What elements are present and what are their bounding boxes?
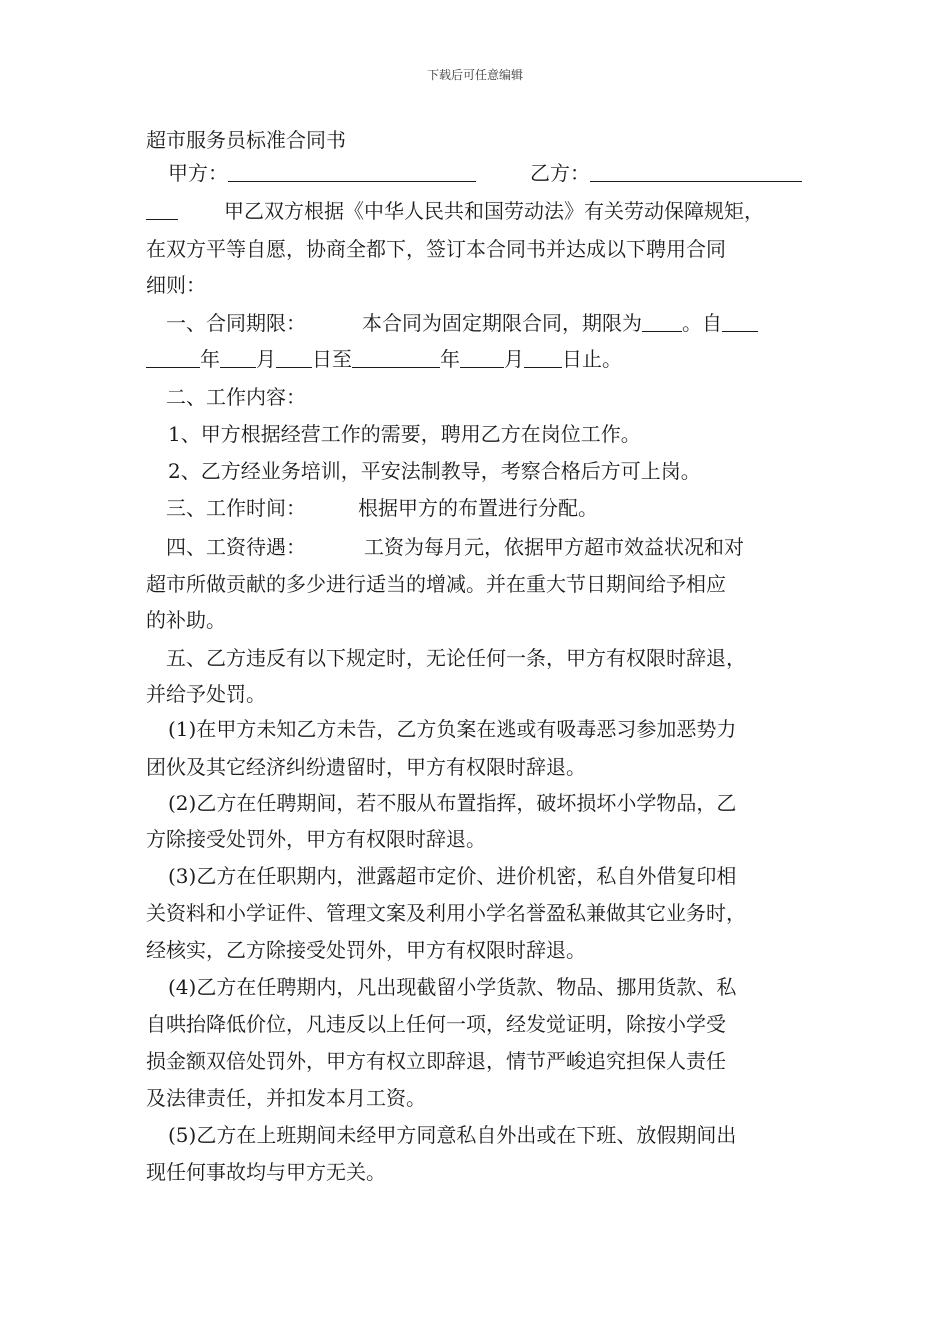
clause-4-line-2: 自哄抬降低价位，凡违反以上任何一项，经发觉证明，除按小学受 <box>146 1012 726 1036</box>
clause-5-line-2: 现任何事故均与甲方无关。 <box>146 1160 386 1184</box>
end-day-blank <box>524 347 562 368</box>
section-1-heading: 一、合同期限： <box>166 311 306 335</box>
section-3-text: 根据甲方的布置进行分配。 <box>358 496 598 520</box>
start-day-blank <box>276 347 312 368</box>
section-3-line <box>166 495 598 521</box>
intro-line-1 <box>146 198 764 224</box>
intro-line-2: 在双方平等自愿，协商全都下，签订本合同书并达成以下聘用合同 <box>146 237 726 261</box>
term-blank <box>642 311 682 332</box>
section-2-heading: 二、工作内容： <box>166 385 306 409</box>
section-4-line-3: 的补助。 <box>146 608 226 632</box>
section-5-line-1: 五、乙方违反有以下规定时，无论任何一条，甲方有权限时辞退， <box>166 646 746 670</box>
clause-3-line-1: (3)乙方在任职期内，泄露超市定价、进价机密，私自外借复印相 <box>168 864 737 888</box>
section-2-item-2: 2、乙方经业务培训，平安法制教导，考察合格后方可上岗。 <box>168 459 701 483</box>
document-title: 超市服务员标准合同书 <box>146 128 346 152</box>
clause-4-line-1: (4)乙方在任聘期内，凡出现截留小学货款、物品、挪用货款、私 <box>168 975 737 999</box>
month-label-2: 月 <box>504 347 524 371</box>
clause-2-line-1: (2)乙方在任聘期间，若不服从布置指挥，破坏损坏小学物品，乙 <box>168 791 737 815</box>
section-2-item-1: 1、甲方根据经营工作的需要，聘用乙方在岗位工作。 <box>168 422 641 446</box>
day-end-label: 日止。 <box>562 347 622 371</box>
end-year-blank <box>352 347 440 368</box>
clause-5-line-1: (5)乙方在上班期间未经甲方同意私自外出或在下班、放假期间出 <box>168 1123 737 1147</box>
start-year-blank <box>722 311 758 332</box>
section-4-heading: 四、工资待遇： <box>166 535 306 559</box>
clause-3-line-3: 经核实，乙方除接受处罚外，甲方有权限时辞退。 <box>146 938 586 962</box>
section-4-line-2: 超市所做贡献的多少进行适当的增减。并在重大节日期间给予相应 <box>146 572 726 596</box>
section-4-line-1 <box>166 534 744 560</box>
year-label-2: 年 <box>440 347 460 371</box>
party-b-blank <box>590 161 802 182</box>
party-b-line <box>530 160 802 186</box>
section-4-text: 工资为每月元，依据甲方超市效益状况和对 <box>364 535 744 559</box>
party-line <box>168 160 476 186</box>
section-1-from: 。自 <box>682 311 722 335</box>
day-to-label: 日至 <box>312 347 352 371</box>
month-label: 月 <box>256 347 276 371</box>
party-b-label: 乙方： <box>530 161 590 185</box>
clause-2-line-2: 方除接受处罚外，甲方有权限时辞退。 <box>146 827 486 851</box>
party-a-blank <box>228 161 476 182</box>
end-month-blank <box>460 347 504 368</box>
party-a-label: 甲方： <box>168 161 228 185</box>
intro-text-1: 甲乙双方根据《中华人民共和国劳动法》有关劳动保障规矩， <box>224 199 764 223</box>
section-1-text: 本合同为固定期限合同，期限为 <box>362 311 642 335</box>
start-month-blank <box>220 347 256 368</box>
clause-4-line-3: 损金额双倍处罚外，甲方有权立即辞退，情节严峻追究担保人责任 <box>146 1049 726 1073</box>
clause-1-line-2: 团伙及其它经济纠纷遗留时，甲方有权限时辞退。 <box>146 755 586 779</box>
section-3-heading: 三、工作时间： <box>166 496 306 520</box>
section-5-line-2: 并给予处罚。 <box>146 682 266 706</box>
section-1-line-2 <box>146 346 622 372</box>
party-b-blank-cont <box>146 199 178 220</box>
clause-4-line-4: 及法律责任，并扣发本月工资。 <box>146 1086 426 1110</box>
year-label: 年 <box>200 347 220 371</box>
start-year-blank-cont <box>146 347 200 368</box>
section-1-line-1 <box>166 310 758 336</box>
header-note: 下载后可任意编辑 <box>426 68 523 82</box>
clause-3-line-2: 关资料和小学证件、管理文案及利用小学名誉盈私兼做其它业务时， <box>146 901 746 925</box>
intro-line-3: 细则： <box>146 273 206 297</box>
clause-1-line-1: (1)在甲方未知乙方未告，乙方负案在逃或有吸毒恶习参加恶势力 <box>168 717 737 741</box>
